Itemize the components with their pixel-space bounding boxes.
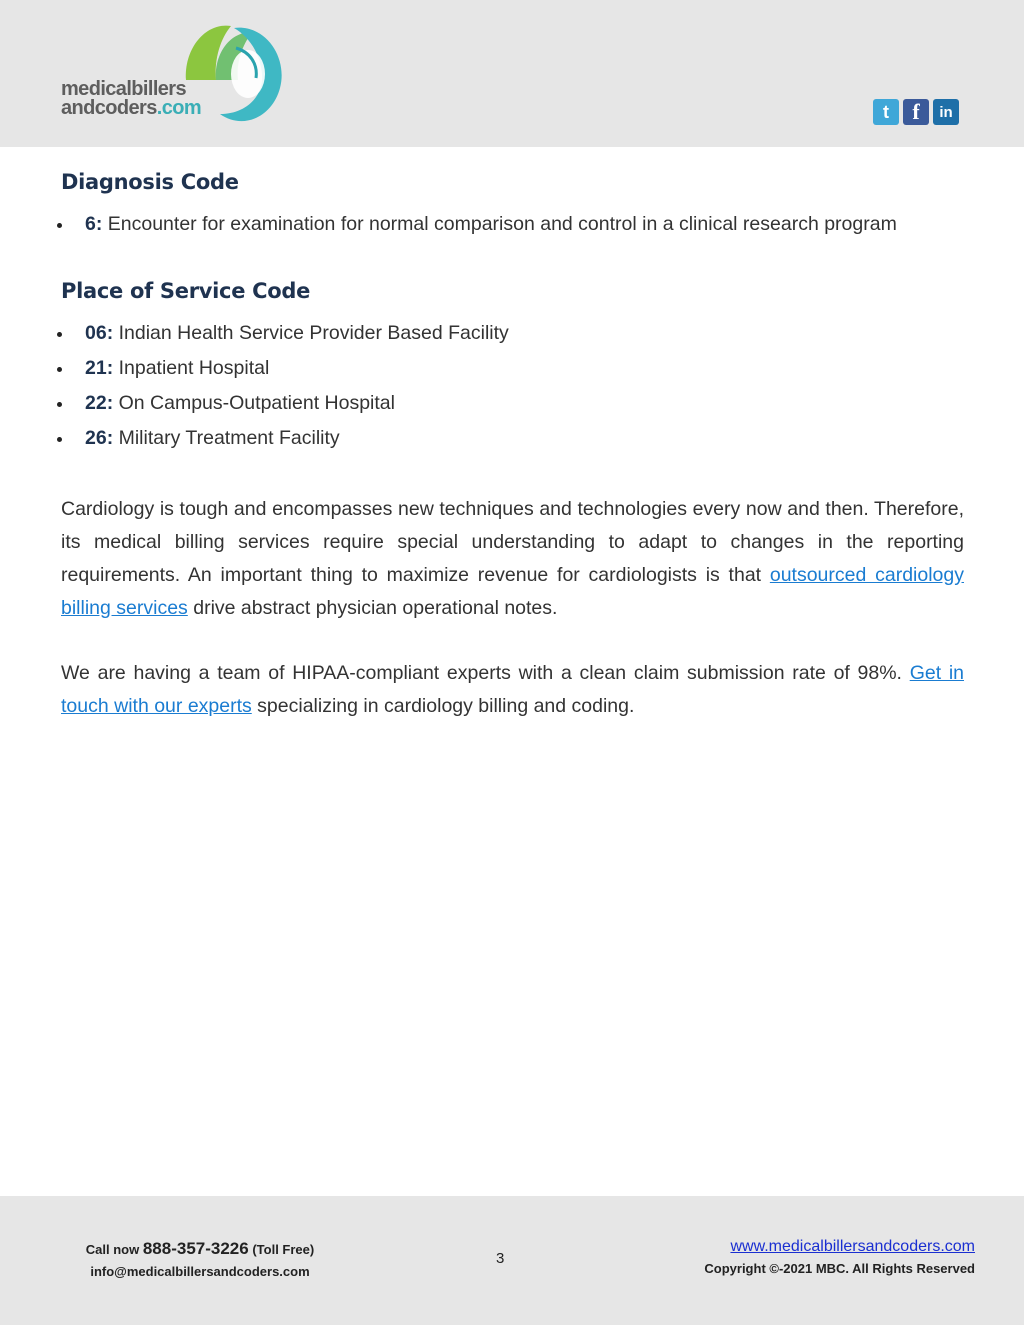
twitter-icon[interactable]: t (873, 99, 899, 125)
page-footer (0, 1196, 1024, 1325)
page-content (61, 170, 964, 723)
social-links (873, 99, 959, 125)
paragraph-text: Cardiology is tough and encompasses new techniques and technologies every now and then. Therefore, its medical billing services require special understanding to adapt to changes in the reporting requirements. An important thing to maximize revenue for cardiologists is that (61, 498, 964, 586)
phone-number[interactable]: 888-357-3226 (142, 1239, 249, 1258)
outsourced-billing-link[interactable]: outsourced cardiology billing services (61, 564, 964, 619)
toll-free-label: (Toll Free) (248, 1242, 315, 1257)
paragraph-text: specializing in cardiology billing and coding. (251, 695, 635, 717)
diagnosis-heading: Diagnosis Code (61, 170, 239, 194)
item-text: On Campus-Outpatient Hospital (118, 392, 395, 414)
footer-contact (80, 1238, 320, 1283)
paragraph-text: drive abstract physician operational notes. (187, 597, 558, 619)
call-prefix: Call now (85, 1242, 143, 1257)
item-text: Indian Health Service Provider Based Facility (118, 322, 509, 344)
logo-line2-suffix: .com (156, 97, 202, 119)
list-item (61, 354, 964, 383)
item-code: 21: (85, 357, 114, 379)
logo-line2-main: andcoders (61, 97, 157, 119)
page-header (0, 0, 1024, 147)
facebook-icon[interactable]: f (903, 99, 929, 125)
pos-list (61, 319, 964, 453)
footer-email[interactable]: info@medicalbillersandcoders.com (90, 1264, 310, 1279)
website-link[interactable]: www.medicalbillersandcoders.com (730, 1238, 975, 1255)
item-code: 22: (85, 392, 114, 414)
paragraph-experts (61, 657, 964, 723)
company-logo[interactable] (56, 18, 296, 133)
paragraph-cardiology (61, 493, 964, 625)
copyright-text: Copyright ©-2021 MBC. All Rights Reserved (704, 1261, 975, 1276)
item-text: Inpatient Hospital (118, 357, 270, 379)
linkedin-icon[interactable]: in (933, 99, 959, 125)
logo-line1: medicalbillers (61, 78, 186, 100)
item-code: 6: (85, 213, 103, 235)
contact-experts-link[interactable]: Get in touch with our experts (61, 662, 964, 717)
diagnosis-list (61, 210, 964, 239)
item-code: 06: (85, 322, 114, 344)
paragraph-text: We are having a team of HIPAA-compliant experts with a clean claim submission rate of 98%. (61, 662, 910, 684)
list-item (61, 389, 964, 418)
list-item (61, 319, 964, 348)
list-item (61, 210, 964, 239)
item-code: 26: (85, 427, 114, 449)
logo-text (61, 80, 201, 118)
item-text: Military Treatment Facility (118, 427, 340, 449)
page-number: 3 (496, 1250, 505, 1267)
pos-heading: Place of Service Code (61, 279, 311, 303)
footer-site (700, 1236, 975, 1280)
list-item (61, 424, 964, 453)
item-text: Encounter for examination for normal comparison and control in a clinical research program (107, 213, 897, 235)
